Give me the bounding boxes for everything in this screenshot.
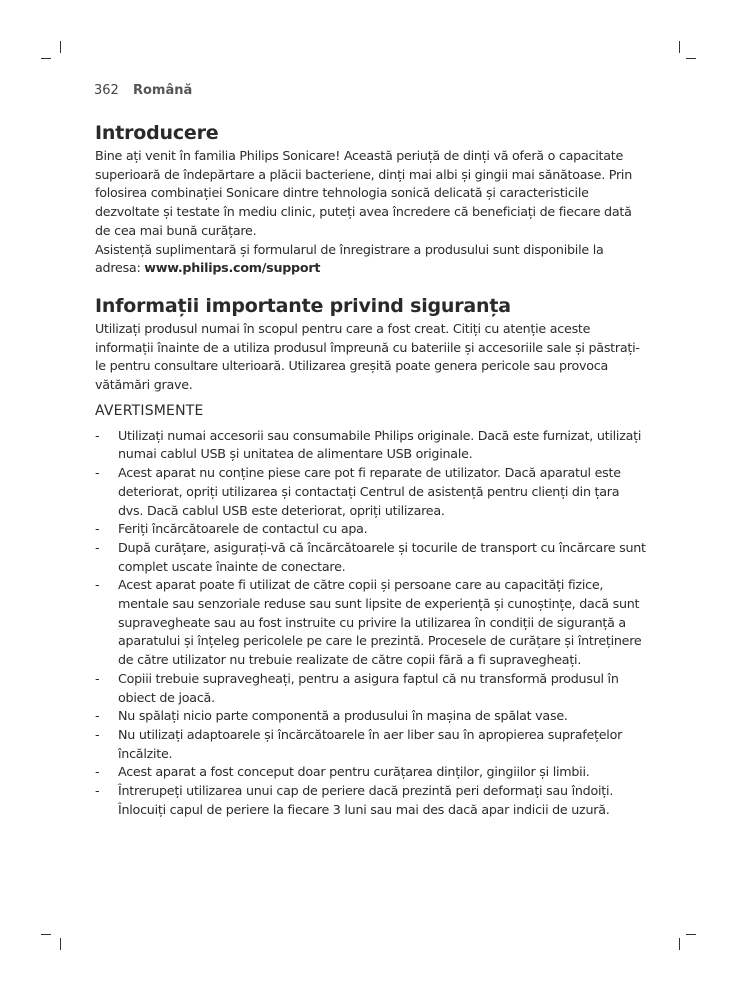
crop-mark-bottom-left-v xyxy=(60,938,61,950)
crop-mark-bottom-left-h xyxy=(41,934,51,935)
page-content xyxy=(95,119,647,820)
crop-mark-top-right-v xyxy=(679,41,680,53)
intro-paragraph: Bine ați venit în familia Philips Sonicare! Această periuță de dinți vă oferă o capacitate superioară de îndepărtare a plăcii bacteriene, dinți mai albi și gingii mai sănătoase. Prin folosirea combinației Sonicare dintre tehnologia sonică delicată și caracteristicile dezvoltate și testate în mediu clinic, puteți avea încredere că beneficiați de fiecare dată de cea mai bună curățare. xyxy=(95,148,632,238)
page-number: 362 xyxy=(94,83,119,98)
warning-item: - Acest aparat a fost conceput doar pentru curățarea dinților, gingiilor și limbii. xyxy=(95,763,647,782)
support-link[interactable]: www.philips.com/support xyxy=(144,260,321,276)
warning-item: - Utilizați numai accesorii sau consumabile Philips originale. Dacă este furnizat, utilizați numai cablul USB și unitatea de alimentare USB originale. xyxy=(95,427,647,464)
crop-mark-top-right-h xyxy=(686,58,696,59)
language-label: Română xyxy=(132,83,193,98)
warnings-heading: AVERTISMENTE xyxy=(95,402,204,419)
warning-item: - Feriți încărcătoarele de contactul cu apa. xyxy=(95,520,647,539)
warning-item: - După curățare, asigurați-vă că încărcătoarele și tocurile de transport cu încărcare sunt complet uscate înainte de conectare. xyxy=(95,539,647,576)
crop-mark-top-left-v xyxy=(60,41,61,53)
support-text: Asistență suplimentară și formularul de înregistrare a produsului sunt disponibile la adresa: xyxy=(95,241,604,276)
intro-heading: Introducere xyxy=(95,122,219,144)
warning-item: - Acest aparat poate fi utilizat de către copii și persoane care au capacități fizice, mentale sau senzoriale reduse sau sunt lipsite de experiență și cunoștințe, dacă sunt supravegheate sau au fost instruite cu privire la utilizarea în condiții de siguranță a aparatului și înțeleg pericolele pe care le prezintă. Procesele de curățare și întreținere de către utilizator nu trebuie realizate de către copii fără a fi supravegheați. xyxy=(95,576,647,670)
warning-item: - Acest aparat nu conține piese care pot fi reparate de utilizator. Dacă aparatul este deteriorat, opriți utilizarea și contactați Centrul de asistență pentru clienți din țara dvs. Dacă cablul USB este deteriorat, opriți utilizarea. xyxy=(95,464,647,520)
warning-item: - Nu utilizați adaptoarele și încărcătoarele în aer liber sau în apropierea suprafețelor încălzite. xyxy=(95,726,647,763)
warning-item: - Copiii trebuie supravegheați, pentru a asigura faptul că nu transformă produsul în obiect de joacă. xyxy=(95,670,647,707)
crop-mark-top-left-h xyxy=(41,58,51,59)
safety-paragraph: Utilizați produsul numai în scopul pentru care a fost creat. Citiți cu atenție aceste informații înainte de a utiliza produsul împreună cu bateriile și accesoriile sale și păstrați-le pentru consultare ulterioară. Utilizarea greșită poate genera pericole sau provoca vătămări grave. xyxy=(95,320,640,393)
crop-mark-bottom-right-h xyxy=(686,934,696,935)
safety-heading: Informații importante privind siguranța xyxy=(95,294,511,317)
page-header xyxy=(94,82,192,100)
warning-item: - Nu spălați nicio parte componentă a produsului în mașina de spălat vase. xyxy=(95,707,647,726)
crop-mark-bottom-right-v xyxy=(679,938,680,950)
warnings-list xyxy=(95,427,647,820)
support-paragraph xyxy=(95,241,647,278)
warning-item: - Întrerupeți utilizarea unui cap de periere dacă prezintă peri deformați sau îndoiți. Înlocuiți capul de periere la fiecare 3 luni sau mai des dacă apar indicii de uzură. xyxy=(95,782,647,819)
